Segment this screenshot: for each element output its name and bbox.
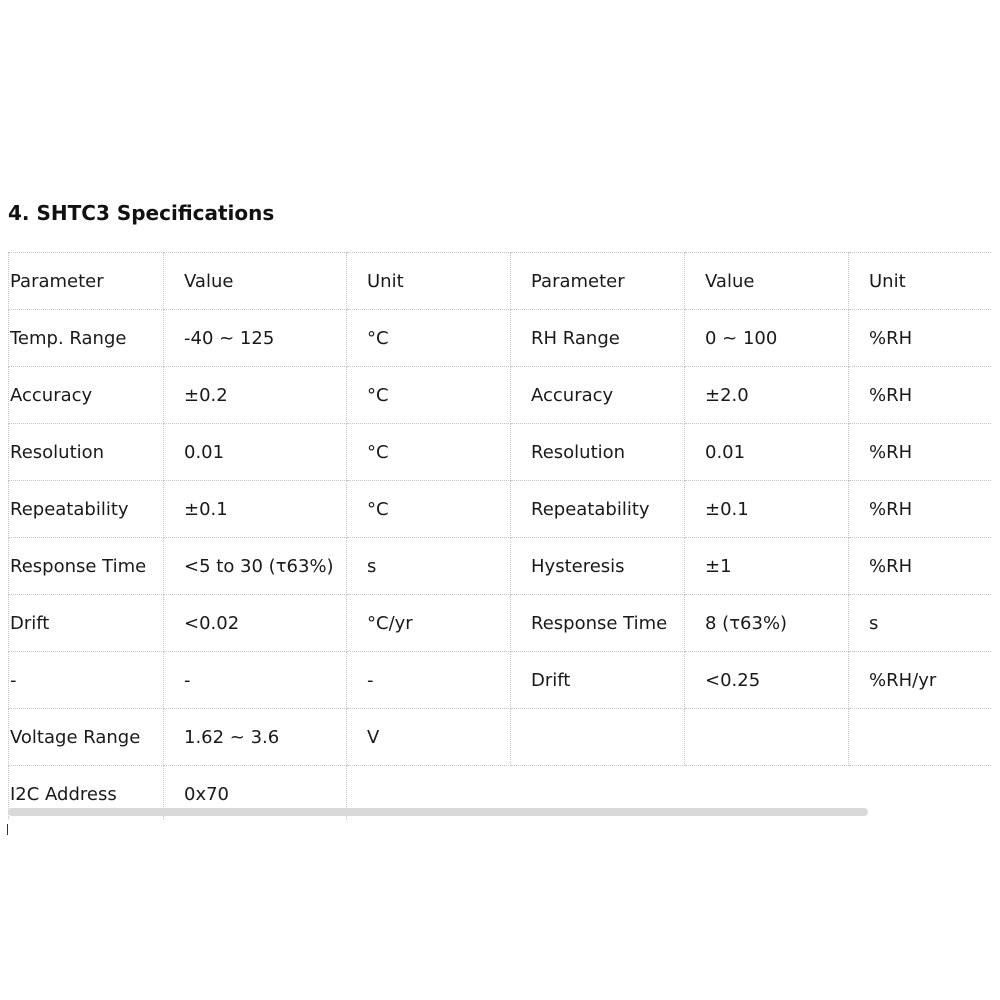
table-row <box>9 538 993 595</box>
table-cell: 8 (τ63%) <box>685 595 849 652</box>
table-cell: 1.62 ~ 3.6 <box>164 709 347 766</box>
table-cell: ±0.2 <box>164 367 347 424</box>
table-cell: 0.01 <box>685 424 849 481</box>
table-row <box>9 595 993 652</box>
table-cell: Hysteresis <box>511 538 685 595</box>
header-cell: Parameter <box>9 253 164 310</box>
table-cell: %RH/yr <box>849 652 993 709</box>
table-cell: - <box>164 652 347 709</box>
table-cell: Resolution <box>9 424 164 481</box>
table-cell: Drift <box>511 652 685 709</box>
table-row <box>9 652 993 709</box>
table-cell <box>511 709 685 766</box>
table-cell: RH Range <box>511 310 685 367</box>
table-cell: 0 ~ 100 <box>685 310 849 367</box>
table-cell: s <box>347 538 511 595</box>
table-cell: - <box>347 652 511 709</box>
table-cell: Temp. Range <box>9 310 164 367</box>
table-cell: Repeatability <box>511 481 685 538</box>
table-cell: %RH <box>849 538 993 595</box>
table-cell: <0.25 <box>685 652 849 709</box>
table-cell: Voltage Range <box>9 709 164 766</box>
header-cell: Value <box>164 253 347 310</box>
table-cell: 0.01 <box>164 424 347 481</box>
table-cell: %RH <box>849 310 993 367</box>
table-cell <box>685 709 849 766</box>
table-cell: Drift <box>9 595 164 652</box>
table-cell: °C <box>347 367 511 424</box>
table-cell: - <box>9 652 164 709</box>
table-cell: %RH <box>849 424 993 481</box>
header-cell: Value <box>685 253 849 310</box>
table-row <box>9 424 993 481</box>
table-row <box>9 367 993 424</box>
table-cell: s <box>849 595 993 652</box>
table-cell: 0x70 <box>164 766 347 821</box>
table-cell: ±2.0 <box>685 367 849 424</box>
table-cell: °C <box>347 424 511 481</box>
header-cell: Parameter <box>511 253 685 310</box>
section-title: 4. SHTC3 Specifications <box>8 201 275 225</box>
table-cell: Response Time <box>511 595 685 652</box>
spec-table-container <box>8 252 992 820</box>
table-row <box>9 310 993 367</box>
table-cell: %RH <box>849 481 993 538</box>
table-header-row <box>9 253 993 310</box>
spec-table <box>8 252 992 820</box>
table-cell: °C/yr <box>347 595 511 652</box>
table-cell: Accuracy <box>511 367 685 424</box>
table-cell: Repeatability <box>9 481 164 538</box>
table-row <box>9 709 993 766</box>
scrollbar-thumb[interactable] <box>8 808 868 816</box>
table-cell: I2C Address <box>9 766 164 821</box>
table-cell: °C <box>347 481 511 538</box>
header-cell: Unit <box>347 253 511 310</box>
table-cell: ±1 <box>685 538 849 595</box>
table-cell: Response Time <box>9 538 164 595</box>
table-row <box>9 481 993 538</box>
table-cell: °C <box>347 310 511 367</box>
table-cell: Resolution <box>511 424 685 481</box>
table-cell: ±0.1 <box>685 481 849 538</box>
text-cursor <box>7 824 8 835</box>
table-cell: <0.02 <box>164 595 347 652</box>
table-cell: -40 ~ 125 <box>164 310 347 367</box>
table-cell: %RH <box>849 367 993 424</box>
header-cell: Unit <box>849 253 993 310</box>
table-cell: <5 to 30 (τ63%) <box>164 538 347 595</box>
table-cell <box>849 709 993 766</box>
table-cell: V <box>347 709 511 766</box>
table-cell: ±0.1 <box>164 481 347 538</box>
table-cell: Accuracy <box>9 367 164 424</box>
horizontal-scrollbar[interactable] <box>8 806 992 818</box>
